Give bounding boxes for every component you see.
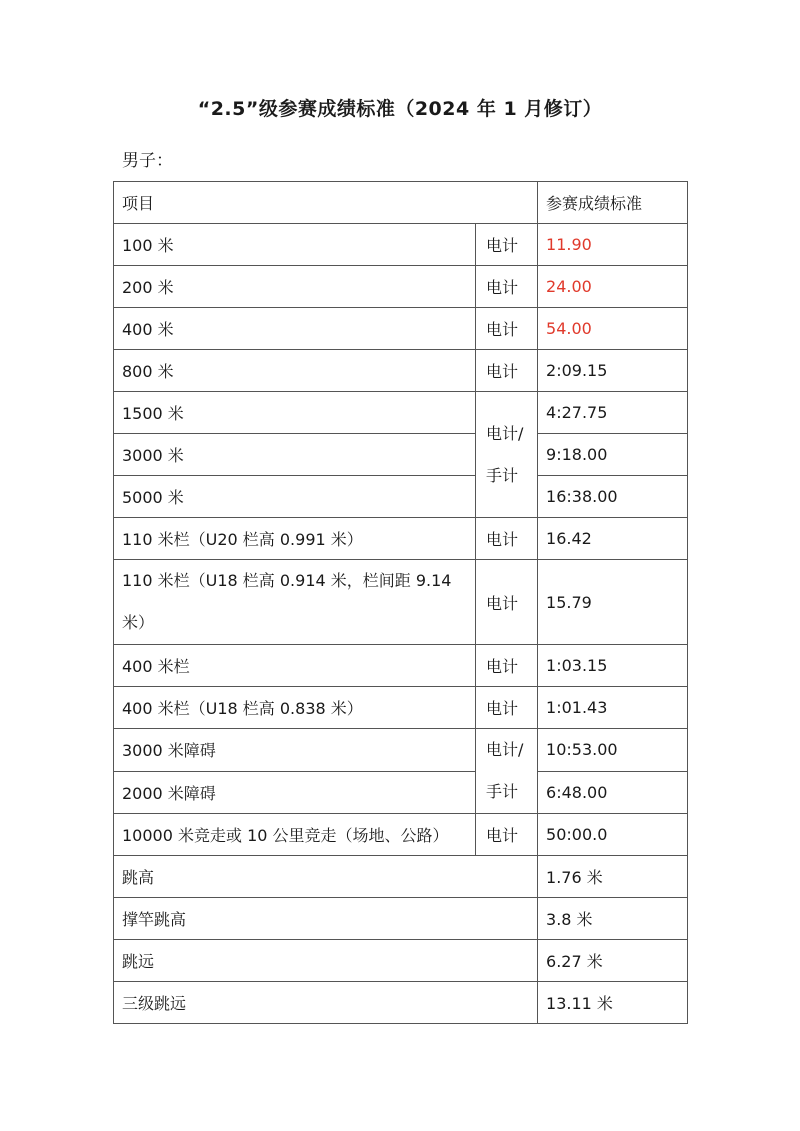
event-name: 1500 米	[114, 392, 476, 434]
standard-value: 10:53.00	[538, 729, 688, 772]
timing-method: 电计	[476, 814, 538, 856]
event-name: 100 米	[114, 224, 476, 266]
event-name: 跳高	[114, 856, 538, 898]
timing-method: 电计	[476, 518, 538, 560]
event-name: 三级跳远	[114, 982, 538, 1024]
event-name: 400 米栏	[114, 645, 476, 687]
timing-method: 电计	[476, 266, 538, 308]
table-row	[114, 898, 688, 940]
standard-value: 9:18.00	[538, 434, 688, 476]
table-header-row	[114, 182, 688, 224]
timing-method	[476, 729, 538, 814]
standard-value: 2:09.15	[538, 350, 688, 392]
event-name: 3000 米	[114, 434, 476, 476]
event-name: 2000 米障碍	[114, 771, 476, 814]
table-row	[114, 224, 688, 266]
event-name: 5000 米	[114, 476, 476, 518]
standard-value: 1.76 米	[538, 856, 688, 898]
timing-line-1: 电计/	[486, 423, 524, 443]
standards-table	[113, 181, 688, 1024]
standard-value: 1:01.43	[538, 687, 688, 729]
standard-value: 24.00	[538, 266, 688, 308]
table-row	[114, 350, 688, 392]
standard-value: 16:38.00	[538, 476, 688, 518]
table-row	[114, 687, 688, 729]
event-name: 400 米栏（U18 栏高 0.838 米）	[114, 687, 476, 729]
timing-line-2: 手计	[486, 465, 519, 485]
event-name: 3000 米障碍	[114, 729, 476, 772]
timing-method: 电计	[476, 687, 538, 729]
table-row	[114, 856, 688, 898]
timing-line-1: 电计/	[486, 740, 524, 759]
timing-method: 电计	[476, 224, 538, 266]
timing-method: 电计	[476, 645, 538, 687]
standard-value: 11.90	[538, 224, 688, 266]
standard-value: 3.8 米	[538, 898, 688, 940]
event-name: 110 米栏（U20 栏高 0.991 米）	[114, 518, 476, 560]
standard-value: 54.00	[538, 308, 688, 350]
standard-value: 1:03.15	[538, 645, 688, 687]
table-row	[114, 645, 688, 687]
event-name: 400 米	[114, 308, 476, 350]
table-row	[114, 434, 688, 476]
table-row	[114, 392, 688, 434]
standard-value: 6:48.00	[538, 771, 688, 814]
document-title: “2.5”级参赛成绩标准（2024 年 1 月修订）	[197, 98, 603, 120]
table-row	[114, 814, 688, 856]
timing-method: 电计	[476, 308, 538, 350]
table-row	[114, 266, 688, 308]
table-row	[114, 771, 688, 814]
event-name: 800 米	[114, 350, 476, 392]
table-row	[114, 982, 688, 1024]
standard-value: 50:00.0	[538, 814, 688, 856]
standard-value: 13.11 米	[538, 982, 688, 1024]
standard-value: 4:27.75	[538, 392, 688, 434]
event-name: 跳远	[114, 940, 538, 982]
header-item: 项目	[114, 182, 538, 224]
standard-value: 15.79	[538, 560, 688, 645]
timing-method: 电计	[476, 350, 538, 392]
header-standard: 参赛成绩标准	[538, 182, 688, 224]
event-name: 撑竿跳高	[114, 898, 538, 940]
standard-value: 6.27 米	[538, 940, 688, 982]
timing-line-2: 手计	[486, 782, 519, 801]
table-row	[114, 560, 688, 645]
table-row	[114, 729, 688, 772]
event-name: 10000 米竞走或 10 公里竞走（场地、公路）	[114, 814, 476, 856]
section-label-men: 男子：	[122, 151, 173, 171]
table-row	[114, 308, 688, 350]
event-name: 200 米	[114, 266, 476, 308]
event-name: 110 米栏（U18 栏高 0.914 米，栏间距 9.14 米）	[114, 560, 476, 645]
table-row	[114, 518, 688, 560]
timing-method	[476, 392, 538, 518]
timing-method: 电计	[476, 560, 538, 645]
table-row	[114, 940, 688, 982]
standard-value: 16.42	[538, 518, 688, 560]
table-row	[114, 476, 688, 518]
